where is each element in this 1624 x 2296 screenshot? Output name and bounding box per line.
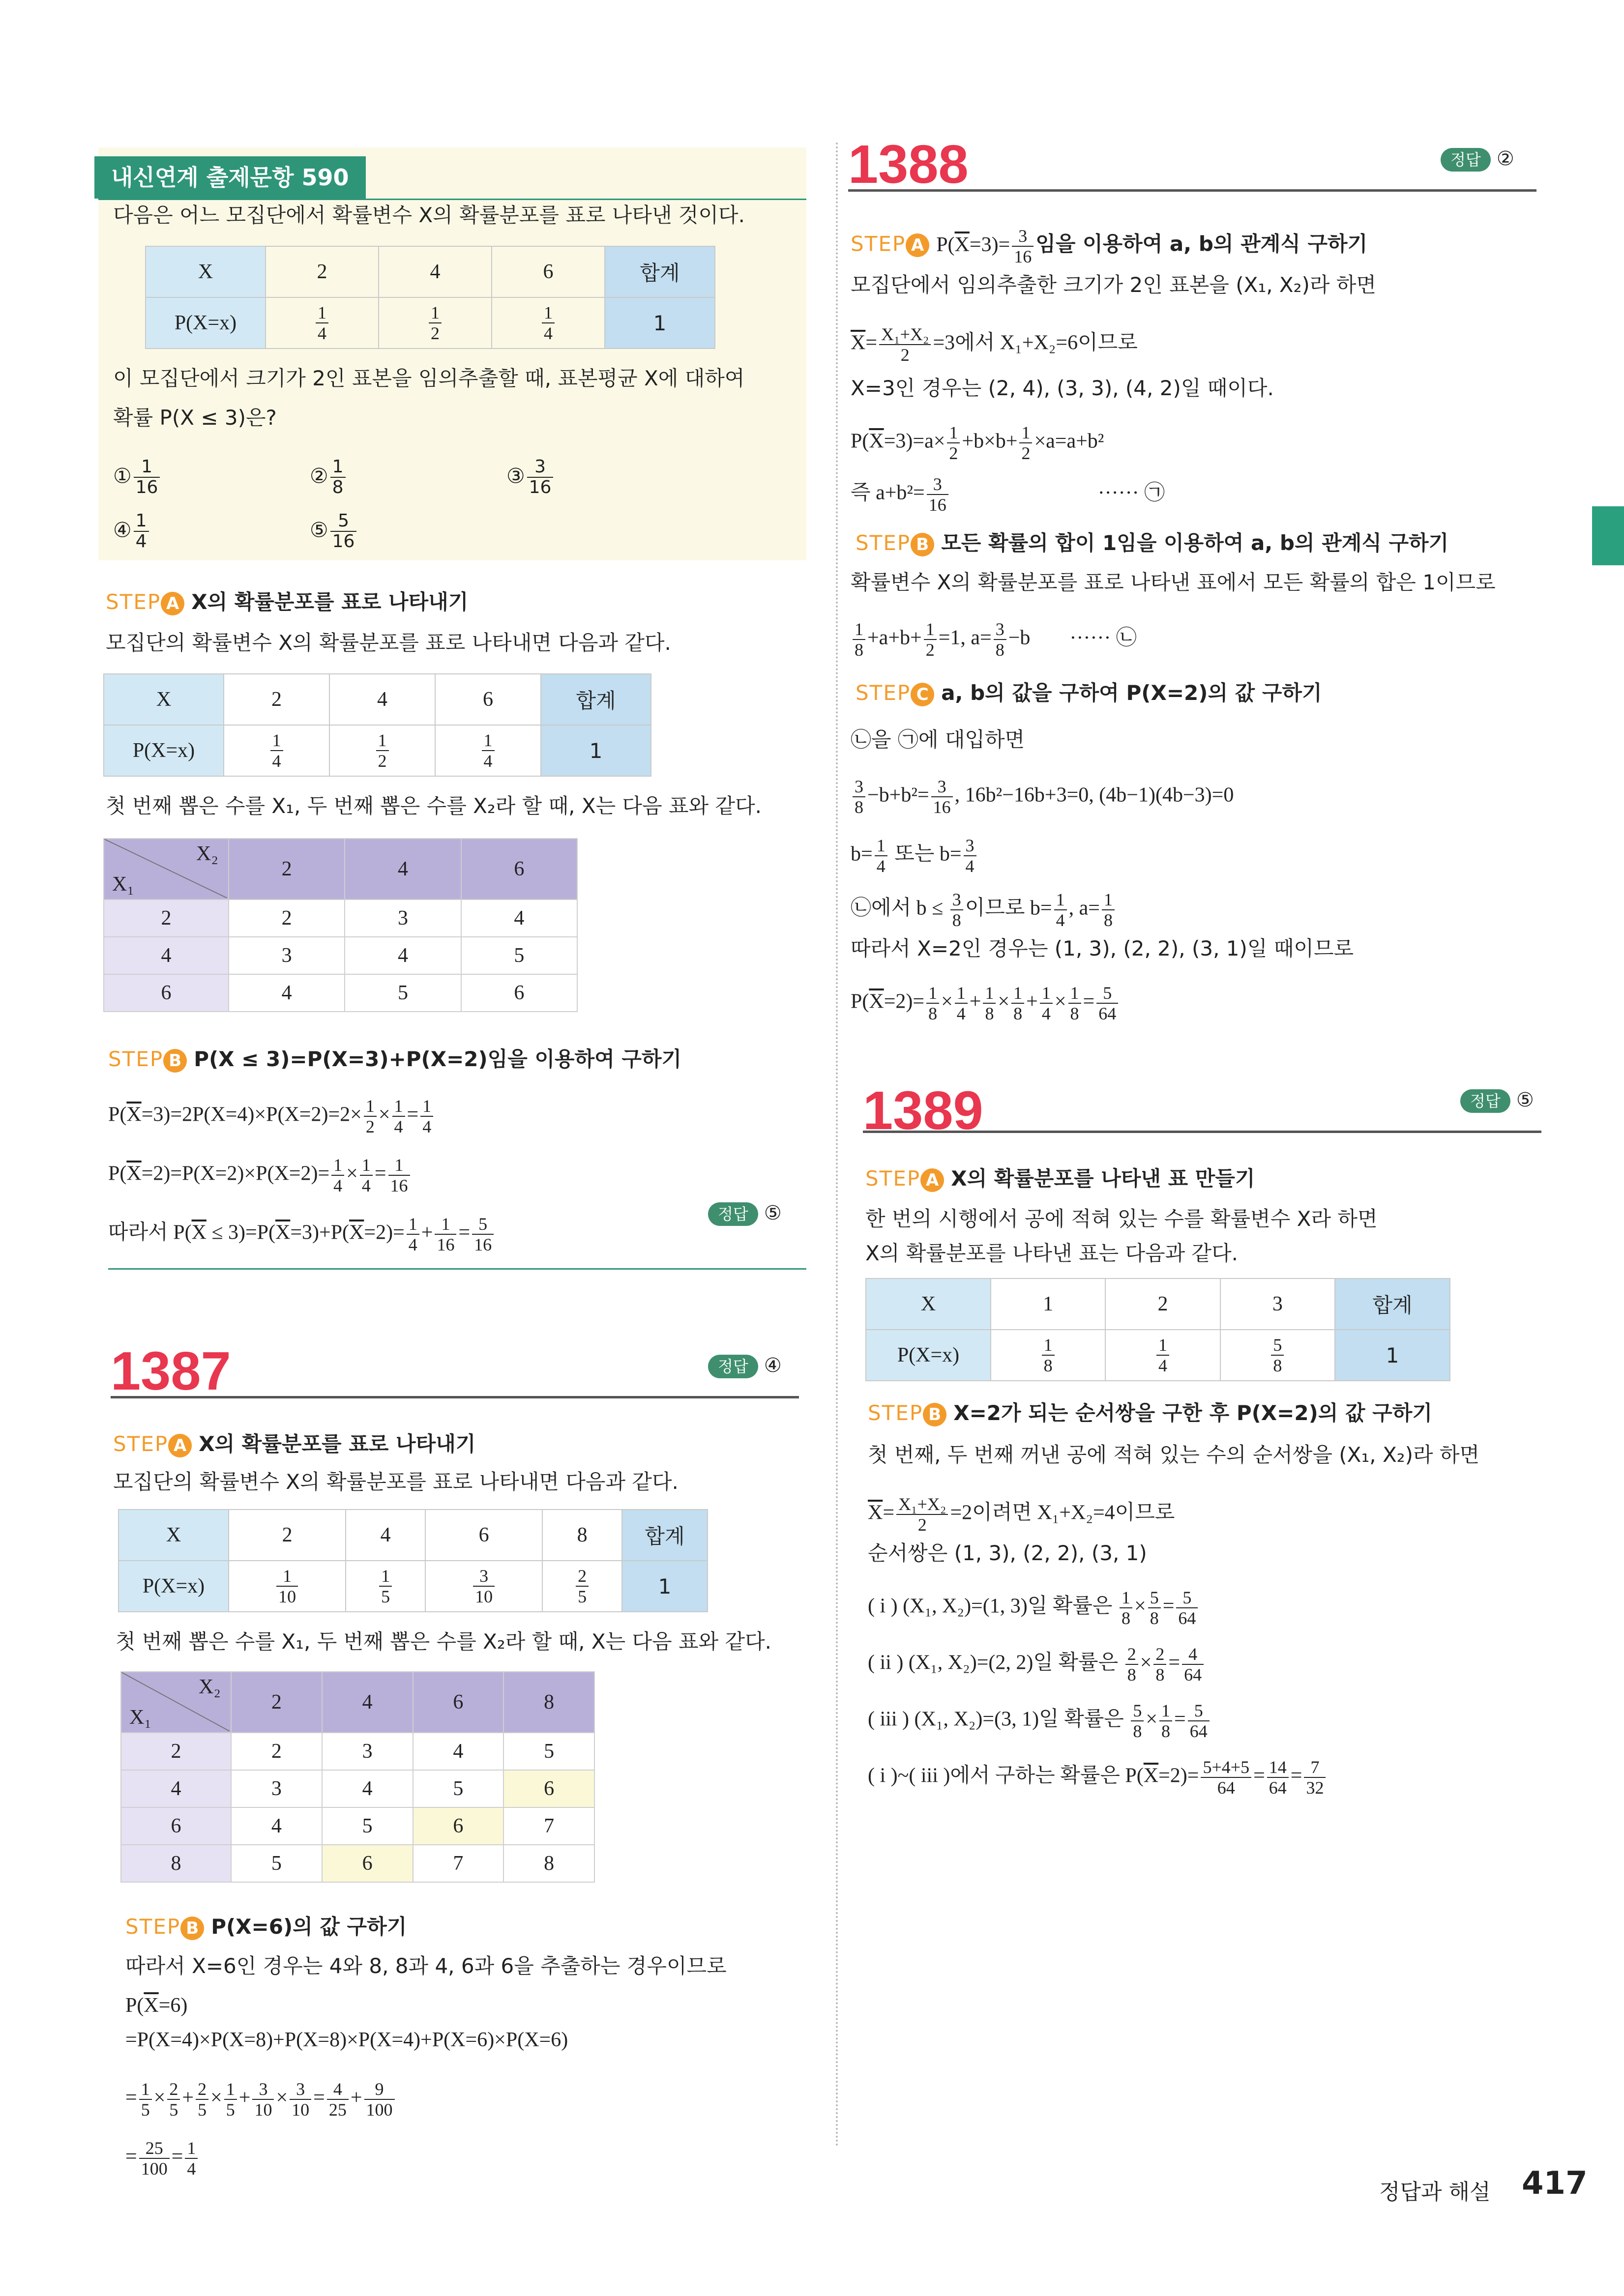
problem-number-1389: 1389 xyxy=(863,1080,983,1141)
step-c-heading: STEP C a, b의 값을 구하여 P(X=2)의 값 구하기 xyxy=(856,678,1322,708)
choice-3: ③ $\frac{3}{16}$ xyxy=(506,457,555,497)
step-b-heading: STEP B P(X=6)의 값 구하기 xyxy=(125,1912,407,1942)
text-line: 확률변수 X의 확률분포를 표로 나타낸 표에서 모든 확률의 합은 1이므로 xyxy=(851,570,1496,594)
question-text-3: 확률 P(X ≤ 3)은? xyxy=(113,406,277,430)
section-divider xyxy=(108,1268,806,1270)
table-cell: 6 xyxy=(492,246,605,297)
step-a-text: 모집단의 확률변수 X의 확률분포를 표로 나타내면 다음과 같다. xyxy=(106,631,671,655)
text-line: 첫 번째, 두 번째 꺼낸 공에 적혀 있는 수의 순서쌍을 (X₁, X₂)라 하면 xyxy=(868,1443,1480,1467)
distribution-table-590 xyxy=(145,246,715,349)
table-cell: $\frac{1}{4}$ xyxy=(492,297,605,349)
text-line: ㉡을 ㉠에 대입하면 xyxy=(851,727,1025,752)
column-divider xyxy=(836,143,838,2148)
step-b-text: 따라서 X=6인 경우는 4와 8, 8과 4, 6과 6을 추출하는 경우이므로 xyxy=(125,1954,727,1978)
answer-1389: 정답 ⑤ xyxy=(1460,1089,1534,1113)
equation-line: $P(\overline{X}=2)=P(X=2)\times P(X=2)=$ $\frac{1}{4}$ × $\frac{1}{4}$ = $\frac{1}{16}$ xyxy=(108,1155,412,1195)
step-b-heading: STEP B P(X ≤ 3)=P(X=3)+P(X=2)임을 이용하여 구하기 xyxy=(108,1045,681,1074)
equation-line: = $\frac{25}{100}$ = $\frac{1}{4}$ xyxy=(125,2138,200,2179)
text-line: 모집단에서 임의추출한 크기가 2인 표본을 (X₁, X₂)라 하면 xyxy=(851,273,1376,297)
distribution-table-solution: X 2 4 6 합계 P(X=x) $\frac{1}{4}$ $\frac{1}{2}$ $\frac{1}{4}$ 1 xyxy=(103,673,651,777)
step-b-heading: STEP B X=2가 되는 순서쌍을 구한 후 P(X=2)의 값 구하기 xyxy=(868,1398,1432,1428)
equation-line: = $\frac{1}{5}$ × $\frac{2}{5}$ + $\frac{2}{5}$ × $\frac{1}{5}$ + $\frac{3}{10}$ × $\frac{3}{10}$ = $\frac{4}{25}$ + $\frac{9}{100}$ xyxy=(125,2079,397,2120)
table-cell: 4 xyxy=(379,246,492,297)
equation-line: ( iii ) (X₁, X₂)=(3, 1)일 확률은 $\frac{5}{8}$ × $\frac{1}{8}$ = $\frac{5}{64}$ xyxy=(868,1701,1211,1741)
choice-5: ⑤ $\frac{5}{16}$ xyxy=(310,511,358,552)
answer-1387: 정답 ④ xyxy=(708,1354,782,1378)
text-line: X의 확률분포를 나타낸 표는 다음과 같다. xyxy=(865,1241,1239,1265)
equation-line: ㉡에서 b ≤ $\frac{3}{8}$ 이므로 b= $\frac{1}{4}$ , a= $\frac{1}{8}$ xyxy=(851,890,1117,930)
problem-rule xyxy=(863,1131,1541,1133)
equation-line: ( i )~( iii )에서 구하는 확률은 $P(\overline{X}=2)=$ $\frac{5+4+5}{64}$ = $\frac{14}{64}$ = $\frac{7}{32}$ xyxy=(868,1757,1328,1798)
table-header-x: X xyxy=(146,246,266,297)
text-line: X=3인 경우는 (2, 4), (3, 3), (4, 2)일 때이다. xyxy=(851,376,1274,400)
distribution-table-1389: X 1 2 3 합계 P(X=x) $\frac{1}{8}$ $\frac{1}{4}$ $\frac{5}{8}$ 1 xyxy=(865,1278,1450,1381)
equation-line: $\frac{3}{8}$ −b+b²= $\frac{3}{16}$ , 16b²−16b+3=0, (4b−1)(4b−3)=0 xyxy=(851,777,1234,817)
table-sum-header: 합계 xyxy=(605,246,715,297)
table-cell: $\frac{1}{2}$ xyxy=(379,297,492,349)
table-cell: 2 xyxy=(266,246,379,297)
table-sum-value: 1 xyxy=(605,297,715,349)
equation-line: 즉 a+b²= $\frac{3}{16}$ ······ ㉠ xyxy=(851,474,1165,515)
equation-line: 따라서 $P(\overline{X} \le 3)=P(\overline{X}=3)+P(\overline{X}=2)=$ $\frac{1}{4}$ + $\frac{1}{16}$ = $\frac{5}{16}$ xyxy=(108,1214,496,1254)
question-text-2: 이 모집단에서 크기가 2인 표본을 임의추출할 때, 표본평균 X에 대하여 xyxy=(113,366,745,390)
text-line: 한 번의 시행에서 공에 적혀 있는 수를 확률변수 X라 하면 xyxy=(865,1207,1378,1231)
text-line: 따라서 X=2인 경우는 (1, 3), (2, 2), (3, 1)일 때이므로 xyxy=(851,936,1354,960)
step-a-heading: STEP A $P(\overline{X}=3)=$ $\frac{3}{16}$ 임을 이용하여 a, b의 관계식 구하기 xyxy=(851,226,1368,266)
choice-2: ② $\frac{1}{8}$ xyxy=(310,457,348,497)
equation-line: $P(\overline{X}=3)=a\times$ $\frac{1}{2}$ +b×b+ $\frac{1}{2}$ ×a=a+b² xyxy=(851,423,1104,463)
side-tab xyxy=(1592,506,1624,565)
grid-corner: X₂ X₁ xyxy=(121,1672,231,1733)
problem-number-1387: 1387 xyxy=(111,1341,231,1401)
equation-line: ( i ) (X₁, X₂)=(1, 3)일 확률은 $\frac{1}{8}$ × $\frac{5}{8}$ = $\frac{5}{64}$ xyxy=(868,1588,1200,1628)
page-number: 417 xyxy=(1522,2165,1588,2202)
tag-underline xyxy=(98,199,806,200)
equation-line: =P(X=4)×P(X=8)+P(X=8)×P(X=4)+P(X=6)×P(X=6) xyxy=(125,2029,568,2051)
step-a-text: 모집단의 확률변수 X의 확률분포를 표로 나타내면 다음과 같다. xyxy=(113,1470,679,1494)
equation-line: b= $\frac{1}{4}$ 또는 b= $\frac{3}{4}$ xyxy=(851,836,978,876)
step-a-text-2: 첫 번째 뽑은 수를 X₁, 두 번째 뽑은 수를 X₂라 할 때, X는 다음 표와 같다. xyxy=(106,794,762,818)
step-a-text-2: 첫 번째 뽑은 수를 X₁, 두 번째 뽑은 수를 X₂라 할 때, X는 다음 표와 같다. xyxy=(116,1629,772,1654)
answer-1388: 정답 ② xyxy=(1441,147,1514,172)
equation-line: $P(\overline{X}=2)=$ $\frac{1}{8}$ × $\frac{1}{4}$ + $\frac{1}{8}$ × $\frac{1}{8}$ + $\frac{1}{4}$ × $\frac{1}{8}$ = $\frac{5}{64}$ xyxy=(851,983,1120,1023)
question-tag: 내신연계 출제문항 590 xyxy=(94,156,366,199)
equation-line: ( ii ) (X₁, X₂)=(2, 2)일 확률은 $\frac{2}{8}$ × $\frac{2}{8}$ = $\frac{4}{64}$ xyxy=(868,1644,1206,1685)
step-a-heading: STEP A X의 확률분포를 나타낸 표 만들기 xyxy=(865,1164,1255,1193)
distribution-table-1387: X 2 4 6 8 합계 P(X=x) $\frac{1}{10}$ $\frac{1}{5}$ $\frac{3}{10}$ $\frac{2}{5}$ 1 xyxy=(118,1509,708,1612)
equation-line: $P(\overline{X}=6)$ xyxy=(125,1994,188,2017)
table-header-p: P(X=x) xyxy=(146,297,266,349)
equation-line: $\frac{1}{8}$ +a+b+ $\frac{1}{2}$ =1, a= $\frac{3}{8}$ −b ······ ㉡ xyxy=(851,619,1137,660)
table-cell: $\frac{1}{4}$ xyxy=(266,297,379,349)
step-a-heading: STEP A X의 확률분포를 표로 나타내기 xyxy=(106,587,468,617)
sample-mean-grid-590: X₂ X₁ 2 4 6 2 2 3 4 4 3 4 5 6 4 5 6 xyxy=(103,838,578,1012)
equation-line: $\overline{X}=$ $\frac{\text{X₁+X₂}}{2}$ =2이려면 X₁+X₂=4이므로 xyxy=(868,1494,1175,1535)
step-a-heading: STEP A X의 확률분포를 표로 나타내기 xyxy=(113,1429,475,1459)
problem-rule xyxy=(111,1396,799,1398)
step-b-heading: STEP B 모든 확률의 합이 1임을 이용하여 a, b의 관계식 구하기 xyxy=(856,528,1448,558)
problem-number-1388: 1388 xyxy=(848,134,969,195)
equation-line: $P(\overline{X}=3)=2P(X=4)\times P(X=2)=2\times$ $\frac{1}{2}$ × $\frac{1}{4}$ = $\frac{1}{4}$ xyxy=(108,1096,435,1136)
grid-corner: X₂ X₁ xyxy=(104,839,229,900)
question-text-1: 다음은 어느 모집단에서 확률변수 X의 확률분포를 표로 나타낸 것이다. xyxy=(113,203,745,227)
problem-rule xyxy=(848,189,1536,192)
text-line: 순서쌍은 (1, 3), (2, 2), (3, 1) xyxy=(868,1541,1147,1565)
sample-mean-grid-1387: X₂ X₁ 2 4 6 8 2 2 3 4 5 4 3 4 5 6 6 4 5 6 7 8 5 6 7 8 xyxy=(120,1671,595,1883)
choice-1: ① $\frac{1}{16}$ xyxy=(113,457,162,497)
answer-590: 정답 ⑤ xyxy=(708,1202,782,1226)
equation-line: $\overline{X}=$ $\frac{\text{X₁+X₂}}{2}$ =3에서 X₁+X₂=6이므로 xyxy=(851,324,1138,365)
footer-label: 정답과 해설 xyxy=(1379,2180,1491,2205)
choice-4: ④ $\frac{1}{4}$ xyxy=(113,511,151,552)
